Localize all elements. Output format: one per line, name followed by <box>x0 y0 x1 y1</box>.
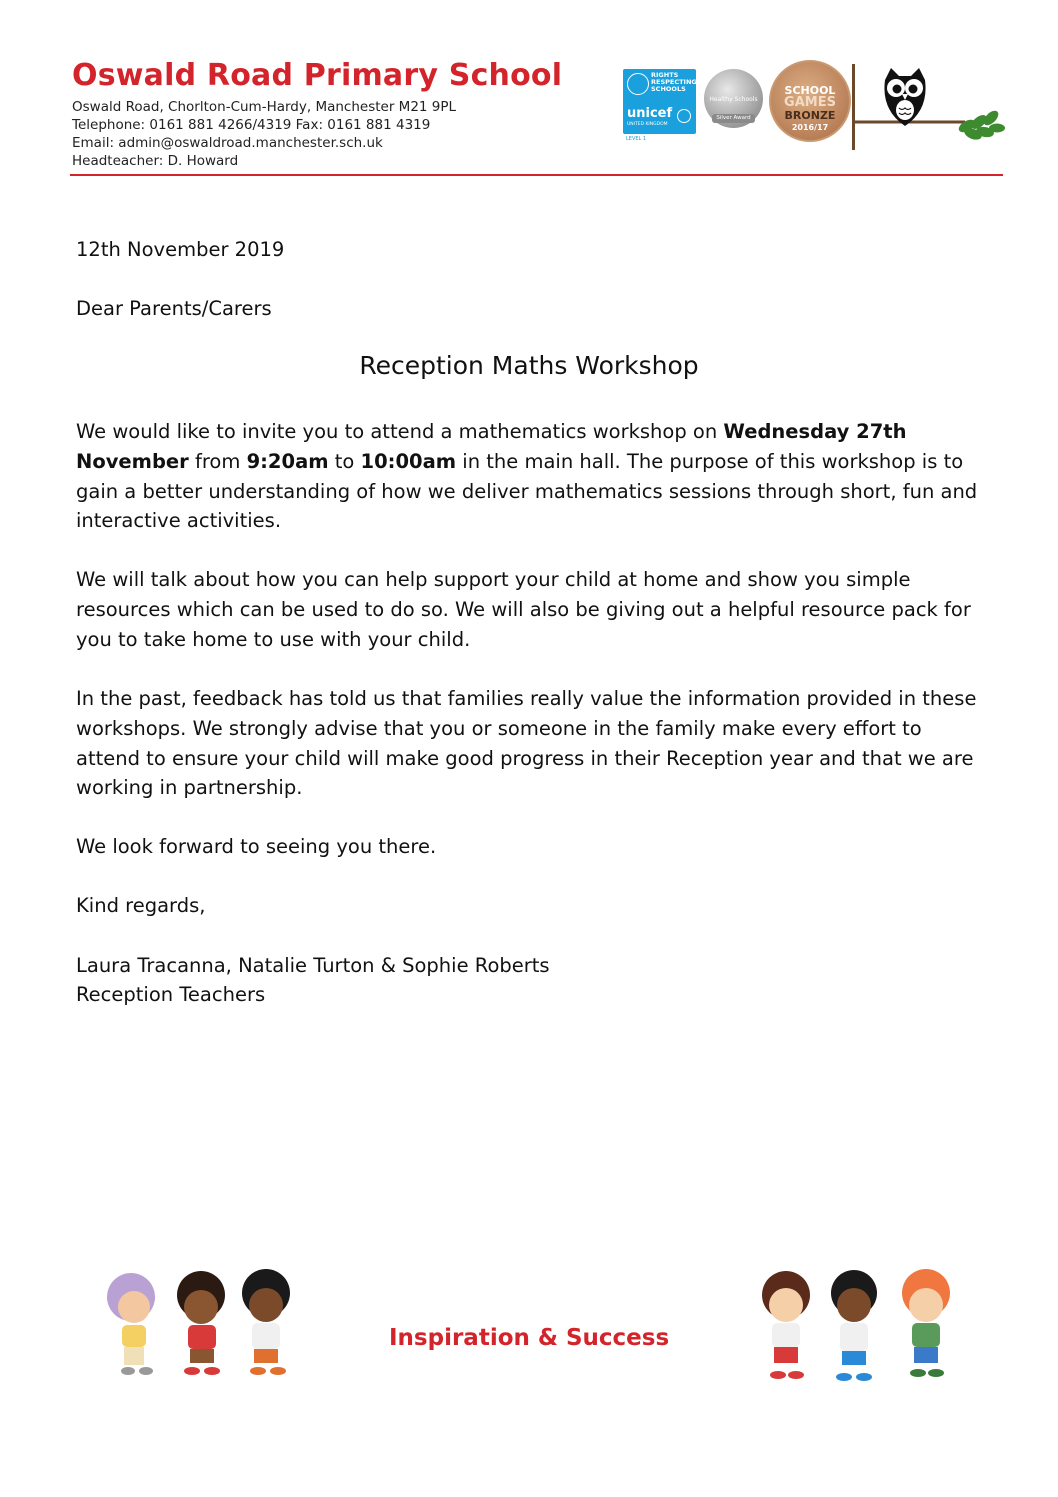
child-figure <box>177 1271 225 1375</box>
child-figure <box>762 1271 810 1379</box>
globe-icon <box>627 73 649 95</box>
letter-title: Reception Maths Workshop <box>359 351 699 380</box>
leaves-icon <box>957 108 1005 142</box>
school-address: Oswald Road, Chorlton-Cum-Hardy, Manchester M21 9PL <box>72 99 457 115</box>
children-illustration-left <box>96 1265 311 1383</box>
child-figure <box>107 1273 155 1375</box>
paragraph-closing: We look forward to seeing you there. <box>76 835 437 858</box>
end-time: 10:00am <box>360 449 457 473</box>
owl-icon <box>884 68 925 126</box>
child-figure <box>831 1270 877 1381</box>
paragraph-feedback: In the past, feedback has told us that families really value the information provided in these workshops. We strongly advise that you or someone in the family make every effort to attend to ensure your child will make good progress in their Reception year and that we are working in partnership. <box>76 687 977 800</box>
closing: Kind regards, <box>76 894 206 917</box>
workshop-date: Wednesday 27th November <box>76 420 907 473</box>
start-time: 9:20am <box>246 449 329 473</box>
headteacher: Headteacher: D. Howard <box>72 153 239 169</box>
rrs-level: LEVEL 1 <box>626 136 647 142</box>
rights-respecting-schools-badge: RIGHTS RESPECTING SCHOOLS unicef UNITED KINGDOM <box>623 69 696 134</box>
school-games-badge: SCHOOL GAMES BRONZE 2016/17 <box>769 60 851 142</box>
salutation: Dear Parents/Carers <box>76 297 272 320</box>
paragraph-support: We will talk about how you can help support your child at home and show you simple resources which can be used to do so. We will also be giving out a helpful resource pack for you to take home to use with your child. <box>76 568 971 651</box>
school-motto: Inspiration & Success <box>389 1325 670 1351</box>
school-email: Email: admin@oswaldroad.manchester.sch.uk <box>72 135 383 151</box>
unicef-globe-icon <box>677 109 691 123</box>
signatory-role: Reception Teachers <box>76 983 266 1006</box>
header-divider <box>70 174 1003 176</box>
signatories: Laura Tracanna, Natalie Turton & Sophie Roberts <box>76 954 550 977</box>
child-figure <box>902 1269 950 1377</box>
paragraph-invitation: We would like to invite you to attend a mathematics workshop on Wednesday 27th November from 9:20am to 10:00am in the main hall. The purpose of this workshop is to gain a better understanding of how we deliver mathematics sessions through short, fun and interactive activities. <box>76 420 978 533</box>
healthy-schools-badge: Healthy Schools Silver Award <box>704 69 763 128</box>
children-illustration-right <box>748 1265 966 1389</box>
school-telephone: Telephone: 0161 881 4266/4319 Fax: 0161 881 4319 <box>72 117 431 133</box>
school-name: Oswald Road Primary School <box>72 58 563 93</box>
owl-on-branch-logo <box>855 60 1007 152</box>
letter-date: 12th November 2019 <box>76 238 285 261</box>
child-figure <box>242 1269 290 1375</box>
